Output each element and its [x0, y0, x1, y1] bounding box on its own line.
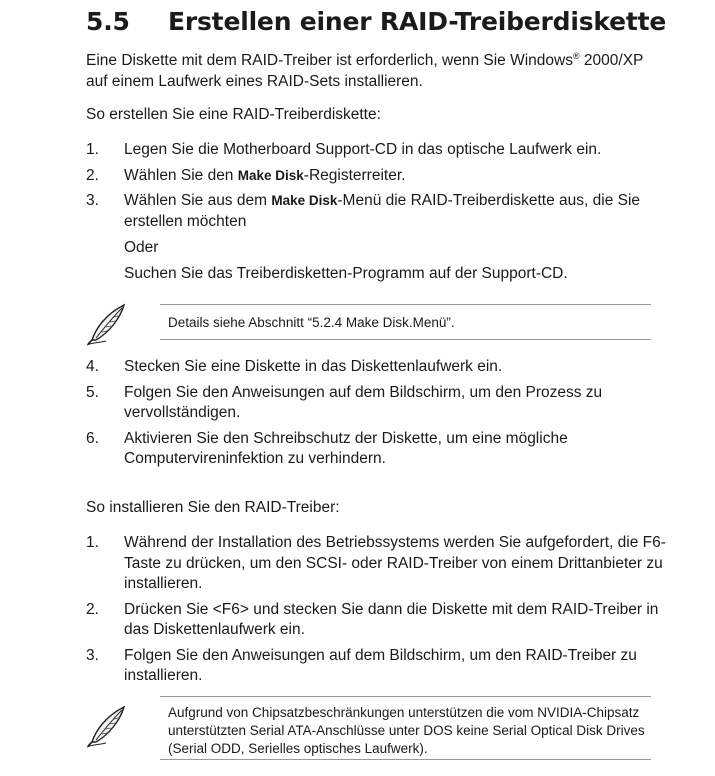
list-item-number: 6. [86, 429, 99, 447]
list-item-number: 4. [86, 358, 99, 375]
note-rule-top [160, 696, 651, 697]
create-steps-list [86, 140, 666, 284]
alternative-text: Suchen Sie das Treiberdisketten-Programm auf der Support-CD. [124, 264, 568, 282]
list-item [86, 140, 666, 161]
list-item [86, 191, 666, 284]
or-text: Oder [124, 239, 159, 256]
create-steps-list-continued [86, 357, 666, 470]
list-item-number: 2. [86, 166, 99, 184]
pen-icon [84, 704, 130, 748]
section-number: 5.5 [86, 7, 130, 36]
note-rule-bottom [160, 759, 651, 760]
list-item-text: Folgen Sie den Anweisungen auf dem Bildschirm, um den RAID-Treiber zu installieren. [124, 646, 637, 684]
list-item [86, 429, 666, 470]
list-item-number: 5. [86, 383, 99, 401]
note-rule-bottom [160, 339, 651, 340]
list-item-text: Drücken Sie <F6> und stecken Sie dann die Diskette mit dem RAID-Treiber in das Diskettenlaufwerk ein. [124, 600, 659, 638]
list-item [86, 357, 666, 378]
list-item-number: 3. [86, 646, 99, 664]
list-item [86, 646, 666, 687]
list-item [86, 166, 666, 187]
list-item-text: Legen Sie die Motherboard Support-CD in das optische Laufwerk ein. [124, 141, 602, 158]
list-item-text: Stecken Sie eine Diskette in das Diskettenlaufwerk ein. [124, 358, 503, 375]
note-text: Aufgrund von Chipsatzbeschränkungen unterstützen die vom NVIDIA-Chipsatz unterstützten Serial ATA-Anschlüsse unter DOS keine Serial Optical Disk Drives (Serial ODD, Serielles optisches Laufwerk). [168, 705, 645, 756]
list-item-text: Aktivieren Sie den Schreibschutz der Diskette, um eine mögliche Computervireninfektion zu verhindern. [124, 429, 568, 467]
note-box [86, 304, 651, 344]
pen-icon [84, 302, 130, 346]
list-item [86, 600, 666, 641]
list-item-text: Während der Installation des Betriebssystems werden Sie aufgefordert, die F6-Taste zu drücken, um den SCSI- oder RAID-Treiber von einem Drittanbieter zu installieren. [124, 534, 666, 592]
list-item [86, 533, 666, 595]
install-heading: So installieren Sie den RAID-Treiber: [86, 499, 340, 516]
note-box [86, 696, 651, 762]
list-item-text: Wählen Sie den [124, 166, 238, 184]
list-item-text: Folgen Sie den Anweisungen auf dem Bildschirm, um den Prozess zu vervollständigen. [124, 383, 603, 421]
list-item [86, 383, 666, 424]
list-item-text: -Menü die RAID-Treiberdiskette aus, die Sie erstellen möchten [124, 192, 641, 230]
create-heading: So erstellen Sie eine RAID-Treiberdiskette: [86, 106, 381, 123]
section-heading [86, 7, 666, 36]
list-item-text: Wählen Sie aus dem [124, 192, 272, 209]
intro-text-1: Eine Diskette mit dem RAID-Treiber ist erforderlich, wenn Sie Windows [86, 52, 573, 69]
note-rule-top [160, 304, 651, 305]
note-text: Details siehe Abschnitt “5.2.4 Make Disk.Menü”. [168, 315, 455, 330]
registered-mark: ® [572, 50, 580, 61]
list-item-number: 1. [86, 141, 99, 158]
make-disk-label: Make Disk [237, 167, 304, 183]
section-title: Erstellen einer RAID-Treiberdiskette [168, 7, 667, 36]
list-item-number: 3. [86, 192, 99, 209]
list-item-number: 1. [86, 534, 99, 551]
intro-text-2: 2000/XP auf einem Laufwerk eines RAID-Sets installieren. [86, 52, 644, 90]
list-item-number: 2. [86, 600, 99, 618]
list-item-text: -Registerreiter. [303, 166, 406, 184]
intro-paragraph [86, 50, 666, 92]
make-disk-label: Make Disk [271, 193, 338, 208]
install-steps-list [86, 533, 666, 687]
